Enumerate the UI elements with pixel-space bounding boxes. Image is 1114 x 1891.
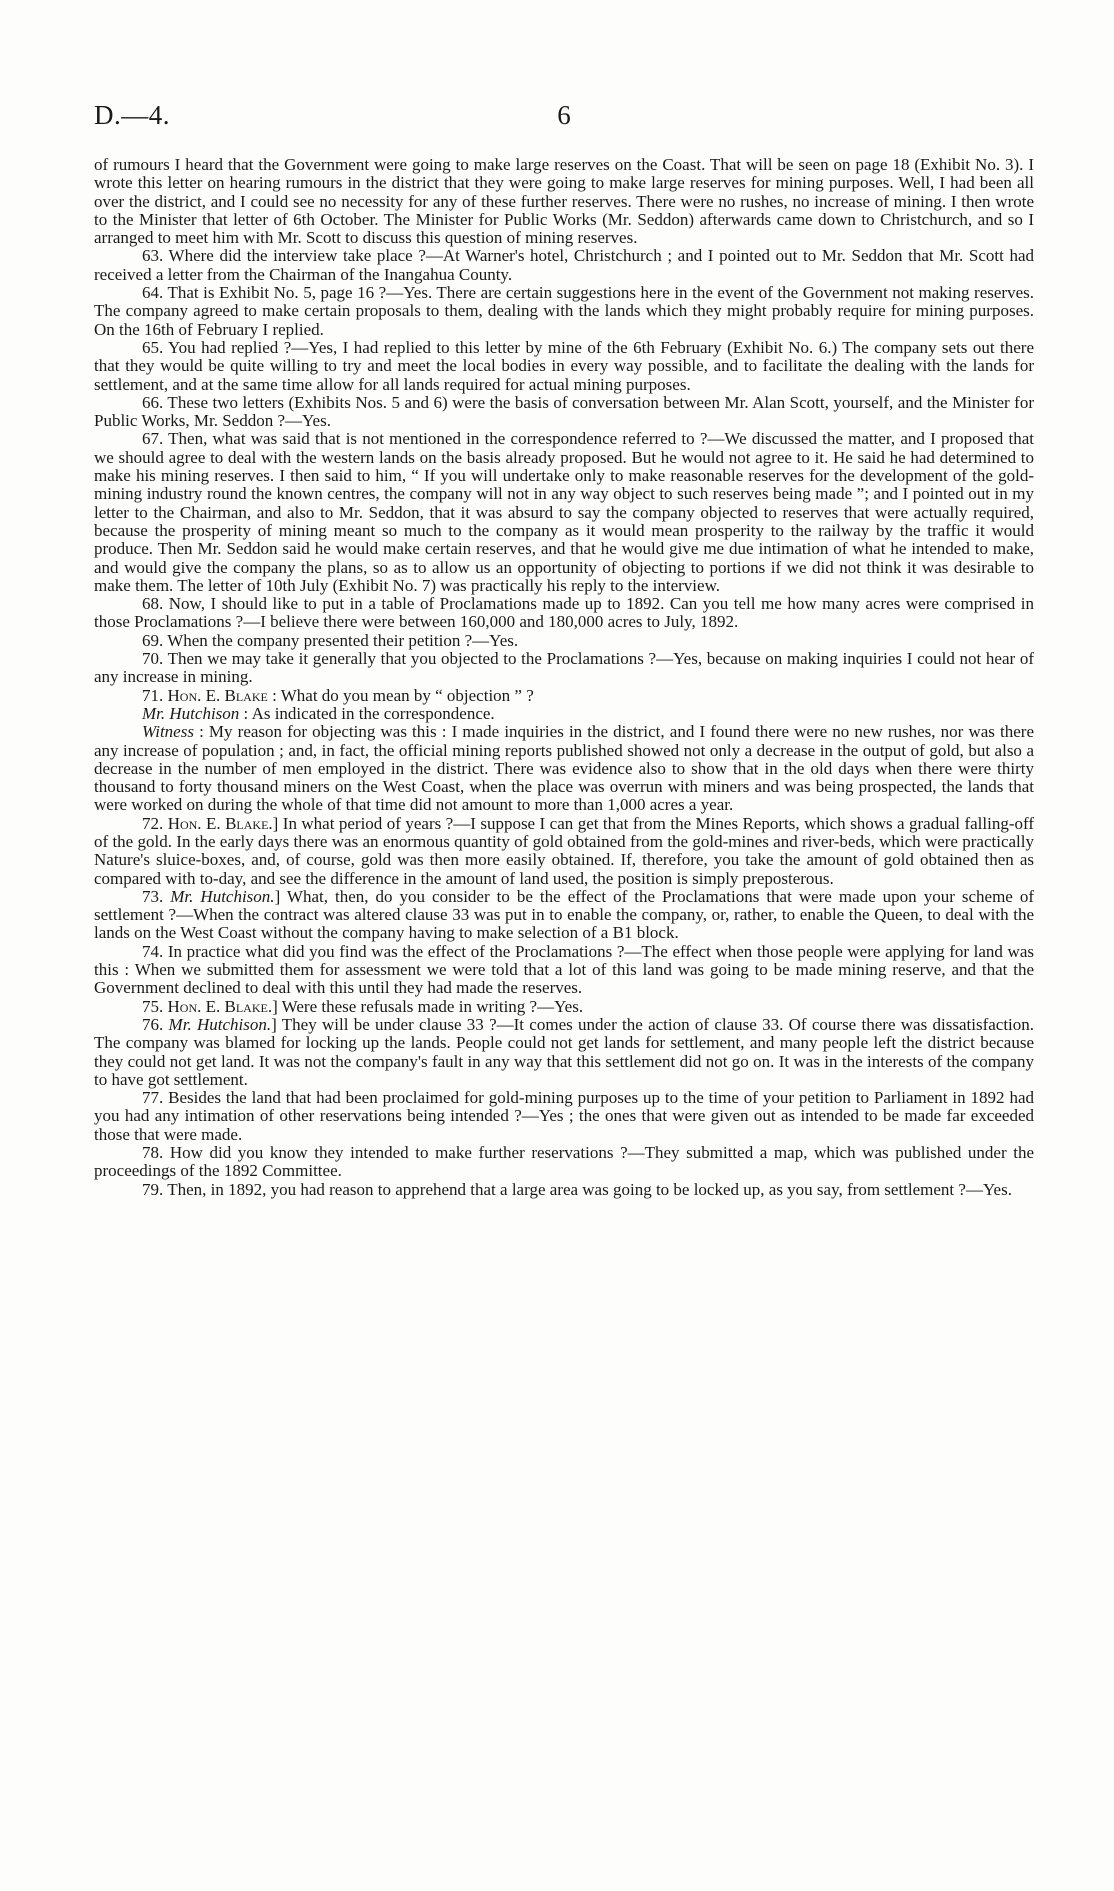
page-number: 6 [557, 100, 571, 130]
paragraph-70: 70. Then we may take it generally that you objected to the Proclamations ?—Yes, because on making inquiries I could not hear of any increase in mining. [94, 649, 1034, 687]
paragraph-78: 78. How did you know they intended to make further reservations ?—They submitted a map, which was published under the proceedings of the 1892 Committee. [94, 1143, 1034, 1181]
paragraph-65: 65. You had replied ?—Yes, I had replied to this letter by mine of the 6th February (Exhibit No. 6.) The company sets out there that they would be quite willing to try and meet the local bodies in every way possible, and to facilitate the dealing with the lands for settlement, and at the same time allow for all lands required for actual mining purposes. [94, 337, 1034, 394]
paragraph-71-witness: Witness : My reason for objecting was this : I made inquiries in the district, and I found there were no new rushes, nor was there any increase of population ; and, in fact, the official mining reports published showed not only a decrease in the output of gold, but also a decrease in the number of men employed in the district. There was evidence also to show that in the old days when there were thirty thousand to forty thousand miners on the West Coast, when the place was overrun with miners and was being prospected, the lands that were worked on during the whole of that time did not amount to more than 1,000 acres a year. [94, 722, 1034, 815]
page-header [94, 100, 1034, 134]
paragraph-74: 74. In practice what did you find was the effect of the Proclamations ?—The effect when those people were applying for land was this : When we submitted them for assessment we were told that a lot of this land was going to be made mining reserve, and that the Government declined to deal with this until they had made the reserves. [94, 941, 1034, 998]
paragraph-64: 64. That is Exhibit No. 5, page 16 ?—Yes. There are certain suggestions here in the event of the Government not making reserves. The company agreed to make certain proposals to them, dealing with the lands which they might probably require for mining purposes. On the 16th of February I replied. [94, 283, 1034, 339]
body-text [94, 156, 1034, 1199]
speaker-name: Hon. E. Blake. [167, 813, 273, 833]
speaker-name: Mr. Hutchison. [168, 1014, 272, 1034]
paragraph-71: 71. Hon. E. Blake : What do you mean by “ objection ” ? [142, 685, 534, 705]
document-id: D.—4. [94, 100, 170, 130]
speaker-name: Mr. Hutchison [142, 703, 240, 723]
paragraph-69: 69. When the company presented their petition ?—Yes. [142, 630, 519, 650]
paragraph-73: 73. Mr. Hutchison.] What, then, do you consider to be the effect of the Proclamations that were made upon your scheme of settlement ?—When the contract was altered clause 33 was put in to enable the company, or, rather, to enable the Queen, to deal with the lands on the West Coast without the company having to make selection of a B1 block. [94, 886, 1035, 943]
speaker-name: Witness [142, 722, 194, 742]
paragraph-67: 67. Then, what was said that is not mentioned in the correspondence referred to ?—We discussed the matter, and I proposed that we should agree to deal with the western lands on the basis already proposed. But he would not agree to it. He said he had determined to make his mining reserves. I then said to him, “ If you will undertake only to make reasonable reserves for the development of the gold-mining industry round the known centres, the company will not in any way object to such reserves being made ”; and I pointed out in my letter to the Chairman, and also to Mr. Seddon, that it was absurd to say the company objected to reserves that were actually required, because the prosperity of mining meant so much to the company as it would mean prosperity to the railway by the traffic it would produce. Then Mr. Seddon said he would make certain reserves, and that he would give me due intimation of what he intended to make, and would give the company the plans, so as to allow us an opportunity of objecting to portions if we did not think it was desirable to make them. The letter of 10th July (Exhibit No. 7) was practically his reply to the interview. [94, 429, 1034, 595]
paragraph-68: 68. Now, I should like to put in a table of Proclamations made up to 1892. Can you tell me how many acres were comprised in those Proclamations ?—I believe there were between 160,000 and 180,000 acres to July, 1892. [94, 594, 1034, 632]
paragraph-72: 72. Hon. E. Blake.] In what period of years ?—I suppose I can get that from the Mines Reports, which shows a gradual falling-off of the gold. In the early days there was an enormous quantity of gold obtained from the gold-mines and river-beds, which were practically Nature's sluice-boxes, and, of course, gold was then more easily obtained. If, therefore, you take the amount of gold obtained then as compared with to-day, and see the difference in the amount of land used, the position is simply preposterous. [94, 813, 1034, 888]
paragraph-continuation: of rumours I heard that the Government were going to make large reserves on the Coast. That will be seen on page 18 (Exhibit No. 3). I wrote this letter on hearing rumours in the district that they were going to make large reserves for mining purposes. Well, I had been all over the district, and I could see no necessity for any of these further reserves. There were no rushes, no increase of mining. I then wrote to the Minister that letter of 6th October. The Minister for Public Works (Mr. Seddon) afterwards came down to Christchurch, and so I arranged to meet him with Mr. Scott to discuss this question of mining reserves. [94, 155, 1034, 248]
speaker-name: Hon. E. Blake. [167, 996, 273, 1016]
paragraph-79: 79. Then, in 1892, you had reason to apprehend that a large area was going to be locked up, as you say, from settlement ?—Yes. [142, 1179, 1012, 1199]
paragraph-63: 63. Where did the interview take place ?—At Warner's hotel, Christchurch ; and I pointed out to Mr. Seddon that Mr. Scott had received a letter from the Chairman of the Inangahua County. [94, 246, 1034, 284]
paragraph-71-hutchison: Mr. Hutchison : As indicated in the correspondence. [142, 703, 495, 723]
paragraph-77: 77. Besides the land that had been proclaimed for gold-mining purposes up to the time of your petition to Parliament in 1892 had you had any intimation of other reservations being intended ?—Yes ; the ones that were given out as intended to be made far exceeded those that were made. [94, 1088, 1034, 1144]
speaker-name: Mr. Hutchison. [170, 886, 275, 906]
paragraph-66: 66. These two letters (Exhibits Nos. 5 and 6) were the basis of conversation between Mr. Alan Scott, yourself, and the Minister for Public Works, Mr. Seddon ?—Yes. [94, 392, 1034, 431]
speaker-name: Hon. E. Blake [167, 685, 268, 705]
paragraph-76: 76. Mr. Hutchison.] They will be under clause 33 ?—It comes under the action of clause 33. Of course there was dissatisfaction. The company was blamed for locking up the lands. People could not get lands for settlement, and many people left the district because they could not get land. It was not the company's fault in any way that this settlement did not go on. It was in the interests of the company to have got settlement. [94, 1014, 1035, 1089]
paragraph-75: 75. Hon. E. Blake.] Were these refusals made in writing ?—Yes. [142, 996, 584, 1016]
